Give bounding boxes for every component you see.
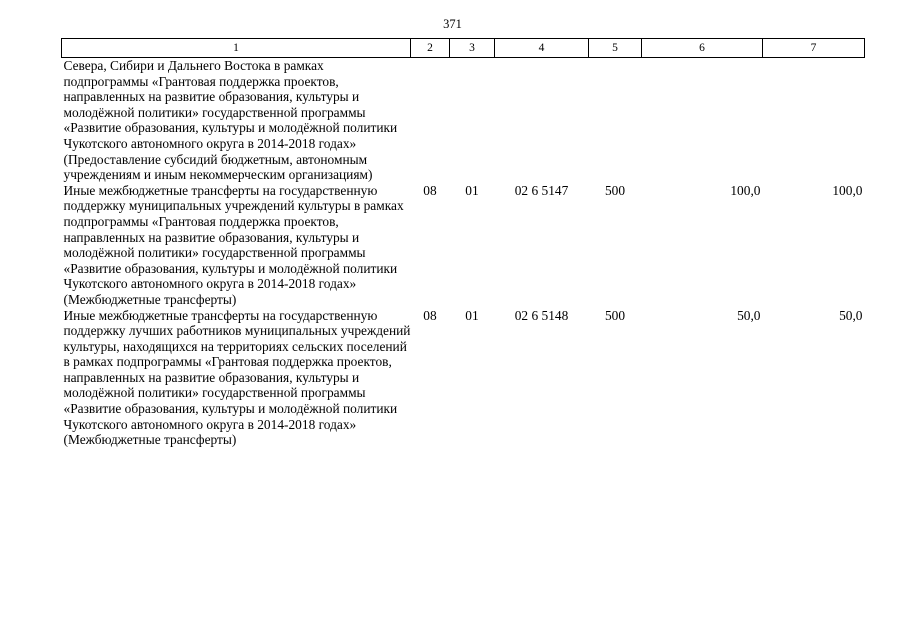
budget-table	[61, 38, 865, 448]
row-section-code: 08	[423, 307, 437, 323]
row-description: Иные межбюджетные трансферты на государственную поддержку лучших работников муниципальных учреждений культуры, находящихся на территориях сельских поселений в рамках подпрограммы «Грантовая поддержка проектов, направленных на развитие образования, культуры и молодёжной политики» государственной программы «Развитие образования, культуры и молодёжной политики Чукотского автономного округа в 2014-2018 годах» (Межбюджетные трансферты)	[63, 307, 411, 448]
row-target-article: 02 6 5147	[514, 182, 569, 198]
row-subsection-code	[450, 58, 495, 183]
table-row	[62, 308, 865, 448]
column-header-7: 7	[763, 39, 865, 58]
column-header-4: 4	[495, 39, 589, 58]
row-target-article: 02 6 5148	[514, 307, 569, 323]
row-sum-col7	[763, 58, 865, 183]
column-header-1: 1	[62, 39, 411, 58]
column-header-6: 6	[642, 39, 763, 58]
row-subsection-code: 01	[465, 182, 479, 198]
row-sum-col6: 100,0	[730, 182, 761, 198]
row-expense-type	[589, 58, 642, 183]
table-row	[62, 183, 865, 308]
row-section-code: 08	[423, 182, 437, 198]
column-header-3: 3	[450, 39, 495, 58]
row-sum-col7: 100,0	[832, 182, 863, 198]
row-sum-col6	[642, 58, 763, 183]
row-target-article	[495, 58, 589, 183]
row-subsection-code: 01	[465, 307, 479, 323]
column-number-header-row	[62, 39, 865, 58]
table-row	[62, 58, 865, 183]
row-sum-col7: 50,0	[839, 307, 863, 323]
row-expense-type: 500	[604, 182, 626, 198]
row-description: Иные межбюджетные трансферты на государственную поддержку муниципальных учреждений культуры в рамках подпрограммы «Грантовая поддержка проектов, направленных на развитие образования, культуры и молодёжной политики» государственной программы «Развитие образования, культуры и молодёжной политики Чукотского автономного округа в 2014-2018 годах» (Межбюджетные трансферты)	[63, 182, 404, 307]
page-number: 371	[443, 17, 462, 31]
column-header-5: 5	[589, 39, 642, 58]
row-sum-col6: 50,0	[737, 307, 761, 323]
row-section-code	[411, 58, 450, 183]
row-description: Севера, Сибири и Дальнего Востока в рамках подпрограммы «Грантовая поддержка проектов, направленных на развитие образования, культуры и молодёжной политики» государственной программы «Развитие образования, культуры и молодёжной политики Чукотского автономного округа в 2014-2018 годах» (Предоставление субсидий бюджетным, автономным учреждениям и иным некоммерческим организациям)	[63, 58, 398, 183]
row-expense-type: 500	[604, 307, 626, 323]
column-header-2: 2	[411, 39, 450, 58]
